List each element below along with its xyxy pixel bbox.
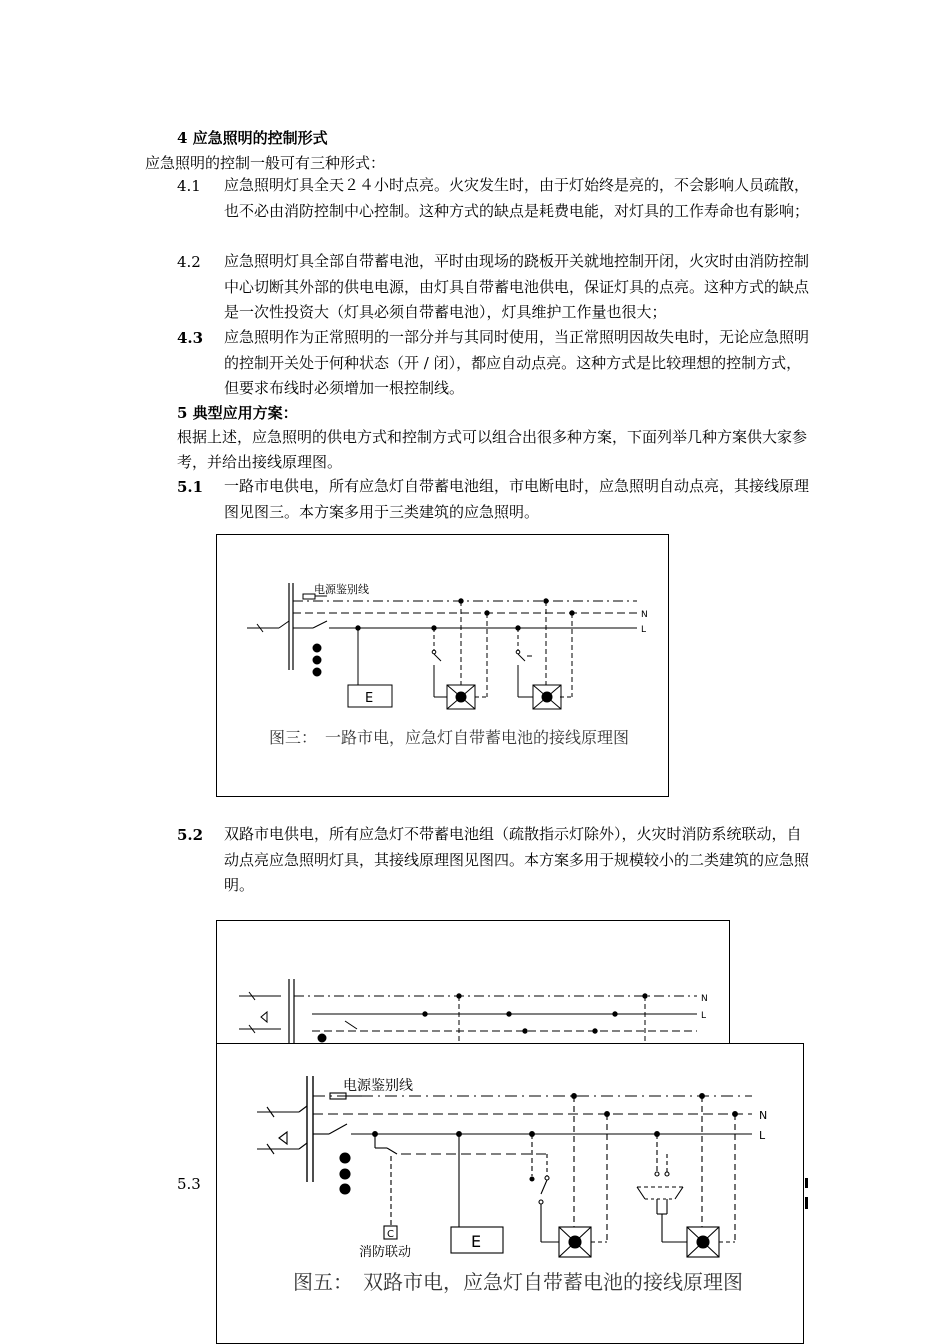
figure-5 (216, 1043, 804, 1344)
figure4-label-l: L (701, 1011, 707, 1021)
item-5-1-number: 5.1 (177, 478, 204, 496)
item-5-1-text: 一路市电供电，所有应急灯自带蓄电池组，市电断电时，应急照明自动点亮，其接线原理图见图三。本方案多用于三类建筑的应急照明。 (224, 477, 810, 521)
figure5-label-n: N (759, 1109, 768, 1122)
text-edge-fragment (805, 1197, 808, 1209)
figure3-caption: 图三： 一路市电，应急灯自带蓄电池的接线原理图 (269, 728, 630, 747)
figure5-label-fire-link: 消防联动 (359, 1245, 412, 1260)
item-5-3-number: 5.3 (177, 1175, 201, 1193)
figure-4 (216, 920, 730, 1055)
figure5-label-power-id: 电源鉴别线 (343, 1078, 413, 1094)
item-4-2-text: 应急照明灯具全部自带蓄电池，平时由现场的跷板开关就地控制开闭，火灾时由消防控制中心切断其外部的供电电源，由灯具自带蓄电池供电，保证灯具的点亮。这种方式的缺点是一次性投资大（灯具必须自带蓄电池），灯具维护工作量也很大； (224, 252, 810, 321)
item-5-2-number: 5.2 (177, 826, 204, 844)
figure5-label-l: L (759, 1129, 766, 1142)
section5-heading: 5 典型应用方案： (177, 404, 298, 422)
item-4-1-number: 4.1 (177, 177, 201, 195)
section5-intro: 根据上述，应急照明的供电方式和控制方式可以组合出很多种方案，下面列举几种方案供大家参考，并给出接线原理图。 (177, 428, 808, 471)
item-4-3-number: 4.3 (177, 329, 204, 347)
text-edge-fragment (805, 1178, 808, 1188)
figure3-label-e: E (365, 691, 374, 706)
figure5-caption: 图五： 双路市电，应急灯自带蓄电池的接线原理图 (293, 1270, 743, 1294)
item-4-2-number: 4.2 (177, 253, 201, 271)
figure5-label-c: C (387, 1229, 394, 1240)
item-4-3-text: 应急照明作为正常照明的一部分并与其同时使用，当正常照明因故失电时，无论应急照明的控制开关处于何种状态（开 / 闭），都应自动点亮。这种方式是比较理想的控制方式，但要求布线时必须增加一根控制线。 (224, 328, 810, 397)
figure5-label-e: E (471, 1232, 482, 1251)
item-5-2-text: 双路市电供电，所有应急灯不带蓄电池组（疏散指示灯除外），火灾时消防系统联动，自动点亮应急照明灯具，其接线原理图见图四。本方案多用于规模较小的二类建筑的应急照明。 (224, 825, 810, 894)
figure3-label-power-id: 电源鉴别线 (314, 583, 369, 596)
figure3-label-l: L (641, 625, 647, 635)
item-4-1-text: 应急照明灯具全天２４小时点亮。火灾发生时，由于灯始终是亮的，不会影响人员疏散，也不必由消防控制中心控制。这种方式的缺点是耗费电能，对灯具的工作寿命也有影响； (224, 176, 810, 220)
figure3-label-n: N (641, 610, 648, 620)
figure4-label-n: N (701, 994, 708, 1004)
figure-3 (216, 534, 669, 797)
section4-heading: 4 应急照明的控制形式 (177, 129, 328, 147)
section4-intro: 应急照明的控制一般可有三种形式： (145, 154, 386, 172)
